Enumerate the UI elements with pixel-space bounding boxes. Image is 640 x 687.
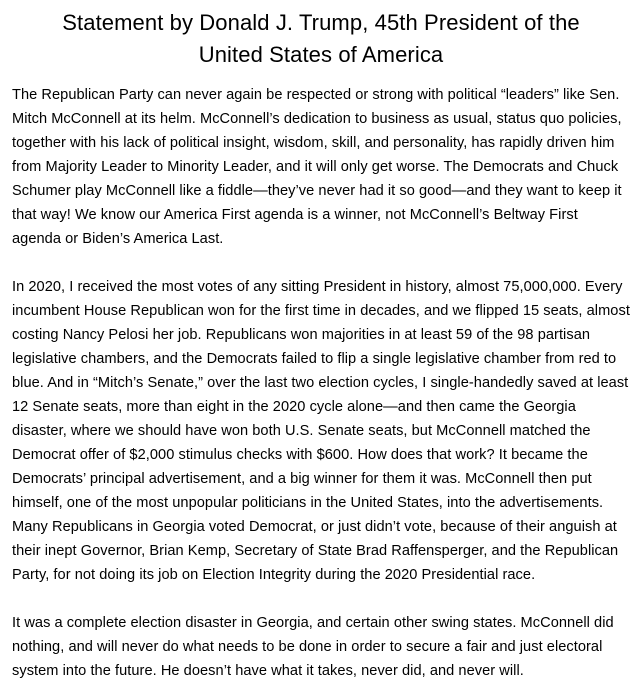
title-line-1: Statement by Donald J. Trump, 45th President of the [62, 10, 580, 35]
paragraph-3: It was a complete election disaster in Georgia, and certain other swing states. McConnell did nothing, and will never do what needs to be done in order to secure a fair and just electoral system into the future. He doesn’t have what it takes, never did, and never will. [12, 615, 614, 679]
paragraph-1: The Republican Party can never again be respected or strong with political “leaders” like Sen. Mitch McConnell at its helm. McConnell’s dedication to business as usual, status quo policies, together with his lack of political insight, wisdom, skill, and personality, has rapidly driven him from Majority Leader to Minority Leader, and it will only get worse. The Democrats and Chuck Schumer play McConnell like a fiddle—they’ve never had it so good—and they want to keep it that way! We know our America First agenda is a winner, not McConnell’s Beltway First agenda or Biden’s America Last. [12, 87, 622, 247]
statement-body [12, 83, 630, 683]
title-line-2: United States of America [198, 42, 444, 67]
statement-title [12, 7, 630, 71]
paragraph-2: In 2020, I received the most votes of any sitting President in history, almost 75,000,000. Every incumbent House Republican won for the first time in decades, and we flipped 15 seats, almost costing Nancy Pelosi her job. Republicans won majorities in at least 59 of the 98 partisan legislative chambers, and the Democrats failed to flip a single legislative chamber from red to blue. And in “Mitch’s Senate,” over the last two election cycles, I single-handedly saved at least 12 Senate seats, more than eight in the 2020 cycle alone—and then came the Georgia disaster, where we should have won both U.S. Senate seats, but McConnell matched the Democrat offer of $2,000 stimulus checks with $600. How does that work? It became the Democrats’ principal advertisement, and a big winner for them it was. McConnell then put himself, one of the most unpopular politicians in the United States, into the advertisements. Many Republicans in Georgia voted Democrat, or just didn’t vote, because of their anguish at their inept Governor, Brian Kemp, Secretary of State Brad Raffensperger, and the Republican Party, for not doing its job on Election Integrity during the 2020 Presidential race. [12, 279, 630, 583]
